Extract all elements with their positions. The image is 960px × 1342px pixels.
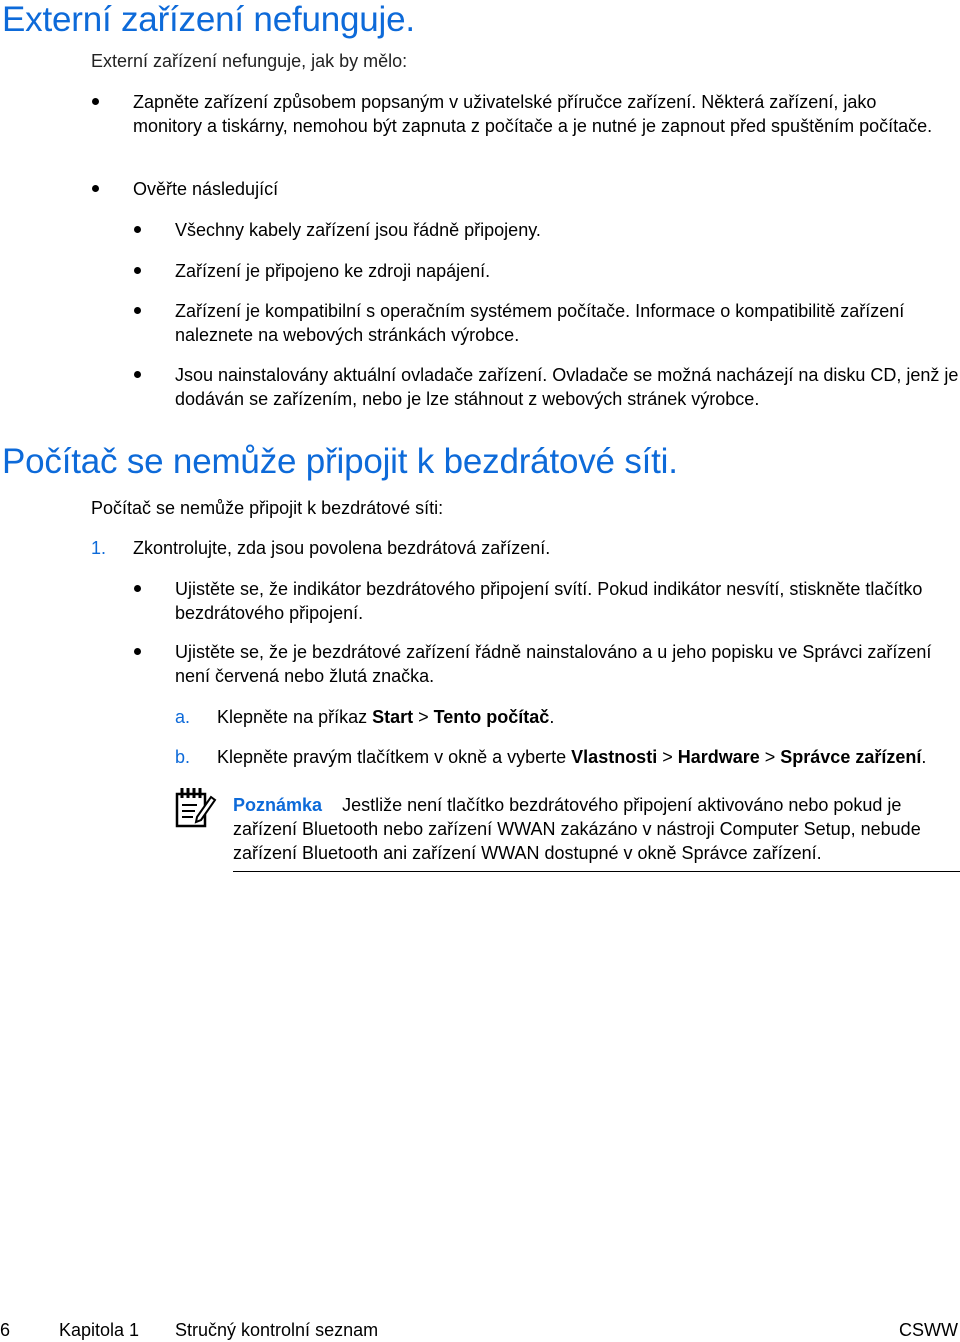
list-item: Zapněte zařízení způsobem popsaným v uživatelské příručce zařízení. Některá zařízení, jako monitory a tiskárny, nemohou být zapnuta z počítače a je nutné je zapnout před spuštěním počítače. xyxy=(133,92,933,136)
list-item: Jsou nainstalovány aktuální ovladače zařízení. Ovladače se možná nacházejí na disku CD, jenž je dodáván se zařízením, nebo je lze stáhnout z webových stránek výrobce. xyxy=(175,365,959,409)
substep-letter: b. xyxy=(175,747,191,767)
section-title-wireless: Počítač se nemůže připojit k bezdrátové síti. xyxy=(2,442,678,481)
step-number: 1. xyxy=(91,538,107,558)
section-intro: Externí zařízení nefunguje, jak by mělo: xyxy=(91,51,408,71)
list-item: Zařízení je kompatibilní s operačním systémem počítače. Informace o kompatibilitě zařízení naleznete na webových stránkách výrobce. xyxy=(175,301,905,345)
list-item: Ověřte následující xyxy=(133,179,279,199)
chapter-label: Kapitola 1 xyxy=(59,1320,140,1340)
bullet-icon xyxy=(92,98,99,105)
bullet-icon xyxy=(134,307,141,314)
note-icon xyxy=(173,785,217,829)
bullet-icon xyxy=(134,648,141,655)
note-rule xyxy=(233,871,960,872)
section-title-external-device: Externí zařízení nefunguje. xyxy=(2,0,415,39)
note-text: Poznámka Jestliže není tlačítko bezdrátového připojení aktivováno nebo pokud je zařízení Bluetooth nebo zařízení WWAN zakázáno v nástroji Computer Setup, nebude zařízení Bluetooth ani zařízení WWAN dostupné v okně Správce zařízení. xyxy=(233,795,921,863)
list-item: Zařízení je připojeno ke zdroji napájení. xyxy=(175,261,491,281)
chapter-title: Stručný kontrolní seznam xyxy=(175,1320,379,1340)
substep-letter: a. xyxy=(175,707,191,727)
bullet-icon xyxy=(134,585,141,592)
bullet-icon xyxy=(92,185,99,192)
note-label: Poznámka xyxy=(233,795,323,815)
bullet-icon xyxy=(134,267,141,274)
section-intro: Počítač se nemůže připojit k bezdrátové síti: xyxy=(91,498,444,518)
substep-text: Klepněte na příkaz Start > Tento počítač. xyxy=(217,707,555,727)
doc-code: CSWW xyxy=(899,1320,958,1340)
bullet-icon xyxy=(134,371,141,378)
bullet-icon xyxy=(134,226,141,233)
page-number: 6 xyxy=(0,1320,11,1340)
step-text: Zkontrolujte, zda jsou povolena bezdrátová zařízení. xyxy=(133,538,551,558)
list-item: Všechny kabely zařízení jsou řádně připojeny. xyxy=(175,220,541,240)
list-item: Ujistěte se, že je bezdrátové zařízení řádně nainstalováno a u jeho popisku ve Správci zařízení není červená nebo žlutá značka. xyxy=(175,642,932,686)
list-item: Ujistěte se, že indikátor bezdrátového připojení svítí. Pokud indikátor nesvítí, stiskněte tlačítko bezdrátového připojení. xyxy=(175,579,923,623)
substep-text: Klepněte pravým tlačítkem v okně a vyberte Vlastnosti > Hardware > Správce zařízení. xyxy=(217,747,927,767)
